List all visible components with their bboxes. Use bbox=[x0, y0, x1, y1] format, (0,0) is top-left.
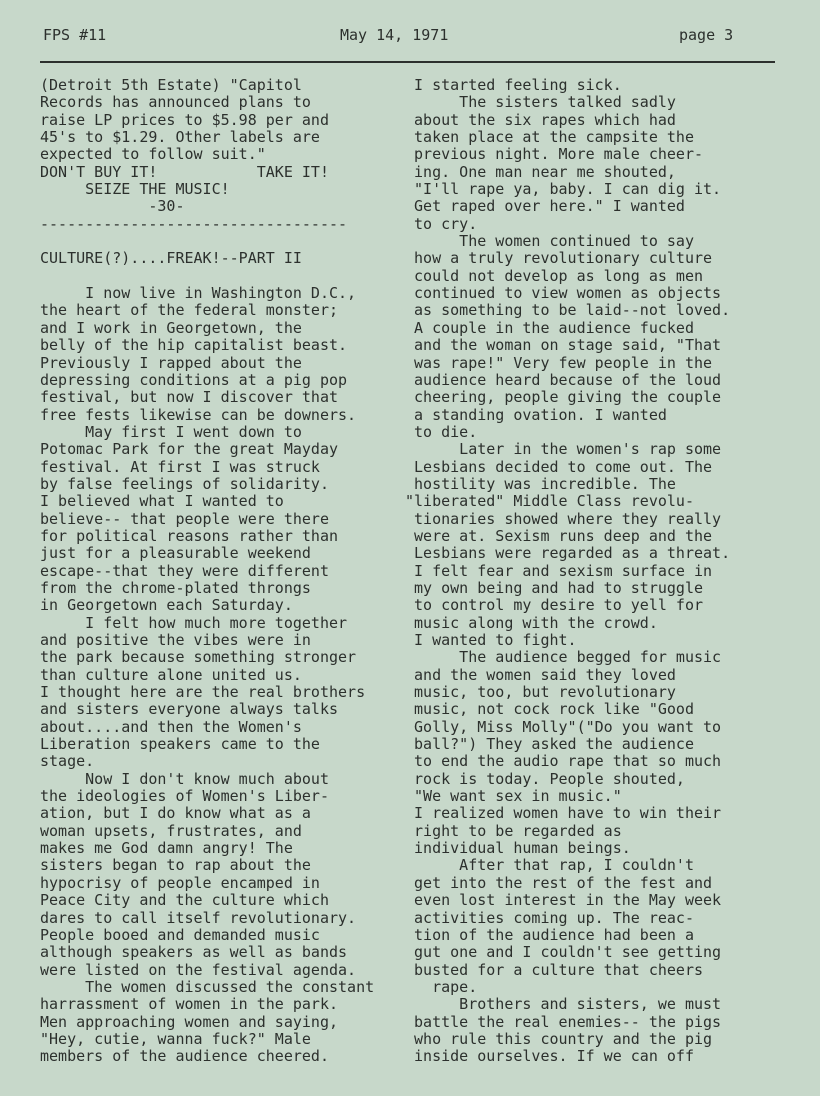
text-line: in Georgetown each Saturday. bbox=[40, 596, 293, 615]
text-line: Get raped over here." I wanted bbox=[405, 197, 685, 216]
text-line: and the women said they loved bbox=[405, 665, 676, 684]
text-line: May first I went down to bbox=[40, 422, 302, 441]
text-line: tion of the audience had been a bbox=[405, 925, 694, 944]
text-line: individual human beings. bbox=[405, 839, 631, 858]
text-line: Previously I rapped about the bbox=[40, 353, 302, 372]
text-line: ation, but I do know what as a bbox=[40, 804, 311, 823]
text-line: audience heard because of the loud bbox=[405, 370, 722, 389]
text-line: rock is today. People shouted, bbox=[405, 769, 685, 788]
text-line: the ideologies of Women's Liber- bbox=[40, 787, 329, 806]
text-line: right to be regarded as bbox=[405, 821, 622, 840]
text-line: by false feelings of solidarity. bbox=[40, 474, 329, 493]
text-line: "Hey, cutie, wanna fuck?" Male bbox=[40, 1029, 311, 1048]
header-date: May 14, 1971 bbox=[340, 26, 449, 44]
text-line: woman upsets, frustrates, and bbox=[40, 821, 302, 840]
text-line: for political reasons rather than bbox=[40, 526, 339, 545]
text-line: the park because something stronger bbox=[40, 648, 357, 667]
text-line: although speakers as well as bands bbox=[40, 943, 348, 962]
text-line: to control my desire to yell for bbox=[405, 596, 704, 615]
text-line: about....and then the Women's bbox=[40, 717, 302, 736]
text-line: makes me God damn angry! The bbox=[40, 839, 293, 858]
text-line: -30- bbox=[40, 197, 185, 216]
text-line: Men approaching women and saying, bbox=[40, 1012, 339, 1031]
text-line: and positive the vibes were in bbox=[40, 631, 311, 649]
text-line: The women discussed the constant bbox=[40, 977, 375, 996]
text-line: festival, but now I discover that bbox=[40, 388, 339, 407]
text-line: Golly, Miss Molly"("Do you want to bbox=[405, 717, 722, 736]
text-line: People booed and demanded music bbox=[40, 925, 320, 944]
text-line: members of the audience cheered. bbox=[40, 1047, 329, 1066]
text-line: Now I don't know much about bbox=[40, 769, 329, 788]
text-line: ---------------------------------- bbox=[40, 214, 348, 233]
text-line: and the woman on stage said, "That bbox=[405, 336, 722, 355]
text-line: harrassment of women in the park. bbox=[40, 995, 339, 1014]
text-line: were at. Sexism runs deep and the bbox=[405, 526, 713, 545]
text-line: 45's to $1.29. Other labels are bbox=[40, 128, 320, 147]
text-line: Brothers and sisters, we must bbox=[405, 995, 722, 1014]
left-column bbox=[40, 77, 412, 1066]
text-line: I believed what I wanted to bbox=[40, 492, 284, 511]
text-line: Records has announced plans to bbox=[40, 93, 311, 112]
text-line: I felt fear and sexism surface in bbox=[405, 561, 713, 580]
header-publication: FPS #11 bbox=[43, 26, 107, 44]
right-column bbox=[405, 77, 785, 1066]
text-line: I thought here are the real brothers bbox=[40, 683, 366, 702]
text-line: Liberation speakers came to the bbox=[40, 735, 320, 754]
text-line: DON'T BUY IT! TAKE IT! bbox=[40, 162, 329, 181]
text-line: battle the real enemies-- the pigs bbox=[405, 1012, 722, 1031]
text-line: After that rap, I couldn't bbox=[405, 856, 694, 875]
text-line: who rule this country and the pig bbox=[405, 1029, 713, 1048]
text-line: than culture alone united us. bbox=[40, 665, 302, 684]
text-line: inside ourselves. If we can off bbox=[405, 1047, 694, 1066]
text-line: just for a pleasurable weekend bbox=[40, 544, 311, 563]
text-line: The women continued to say bbox=[405, 232, 694, 251]
text-line: SEIZE THE MUSIC! bbox=[40, 180, 230, 199]
text-line: tionaries showed where they really bbox=[405, 509, 722, 528]
text-line: I realized women have to win their bbox=[405, 804, 722, 823]
text-line: rape. bbox=[405, 977, 478, 996]
text-line: about the six rapes which had bbox=[405, 110, 676, 129]
text-line: "I'll rape ya, baby. I can dig it. bbox=[405, 180, 722, 199]
text-line: to cry. bbox=[405, 214, 478, 233]
text-line: previous night. More male cheer- bbox=[405, 145, 704, 164]
text-line: busted for a culture that cheers bbox=[405, 960, 704, 979]
text-line: cheering, people giving the couple bbox=[405, 388, 722, 407]
text-line: and sisters everyone always talks bbox=[40, 700, 339, 719]
text-line: was rape!" Very few people in the bbox=[405, 353, 713, 372]
text-line: expected to follow suit." bbox=[40, 145, 266, 164]
text-line: gut one and I couldn't see getting bbox=[405, 943, 722, 962]
text-line: (Detroit 5th Estate) "Capitol bbox=[40, 76, 302, 94]
text-line: CULTURE(?)....FREAK!--PART II bbox=[40, 249, 302, 268]
text-line: Later in the women's rap some bbox=[405, 440, 722, 459]
text-line: stage. bbox=[40, 752, 95, 771]
text-line: the heart of the federal monster; bbox=[40, 301, 339, 320]
text-line: to die. bbox=[405, 422, 478, 441]
text-line: dares to call itself revolutionary. bbox=[40, 908, 357, 927]
text-line: even lost interest in the May week bbox=[405, 891, 722, 910]
text-line: activities coming up. The reac- bbox=[405, 908, 694, 927]
text-line: Lesbians were regarded as a threat. bbox=[405, 544, 731, 563]
text-line: as something to be laid--not loved. bbox=[405, 301, 731, 320]
text-line: I now live in Washington D.C., bbox=[40, 284, 357, 303]
text-line: I felt how much more together bbox=[40, 613, 348, 632]
text-line: festival. At first I was struck bbox=[40, 457, 320, 476]
header-rule bbox=[40, 61, 775, 63]
text-line: "liberated" Middle Class revolu- bbox=[405, 492, 694, 511]
text-line: depressing conditions at a pig pop bbox=[40, 370, 348, 389]
text-line: ball?") They asked the audience bbox=[405, 735, 694, 754]
text-line bbox=[40, 233, 412, 250]
text-line: a standing ovation. I wanted bbox=[405, 405, 667, 424]
text-line: "We want sex in music." bbox=[405, 787, 622, 806]
text-line: music, too, but revolutionary bbox=[405, 683, 676, 702]
text-line: The sisters talked sadly bbox=[405, 93, 676, 112]
text-line: music, not cock rock like "Good bbox=[405, 700, 694, 719]
text-line: sisters began to rap about the bbox=[40, 856, 311, 875]
header-page-number: page 3 bbox=[679, 26, 734, 44]
text-line: raise LP prices to $5.98 per and bbox=[40, 110, 329, 129]
text-line: and I work in Georgetown, the bbox=[40, 318, 302, 337]
text-line: A couple in the audience fucked bbox=[405, 318, 694, 337]
text-line: I wanted to fight. bbox=[405, 631, 577, 649]
text-line: The audience begged for music bbox=[405, 648, 722, 667]
text-line: continued to view women as objects bbox=[405, 284, 722, 303]
text-line: get into the rest of the fest and bbox=[405, 873, 713, 892]
text-line: believe-- that people were there bbox=[40, 509, 329, 528]
text-line: I started feeling sick. bbox=[405, 76, 622, 94]
text-line: Peace City and the culture which bbox=[40, 891, 329, 910]
text-line: Potomac Park for the great Mayday bbox=[40, 440, 339, 459]
text-line: to end the audio rape that so much bbox=[405, 752, 722, 771]
text-line: escape--that they were different bbox=[40, 561, 329, 580]
text-line: were listed on the festival agenda. bbox=[40, 960, 357, 979]
text-line: could not develop as long as men bbox=[405, 266, 704, 285]
text-line: my own being and had to struggle bbox=[405, 578, 704, 597]
text-line: free fests likewise can be downers. bbox=[40, 405, 357, 424]
text-line: ing. One man near me shouted, bbox=[405, 162, 676, 181]
text-line: how a truly revolutionary culture bbox=[405, 249, 713, 268]
text-line bbox=[40, 268, 412, 285]
text-line: belly of the hip capitalist beast. bbox=[40, 336, 348, 355]
text-line: taken place at the campsite the bbox=[405, 128, 694, 147]
text-line: Lesbians decided to come out. The bbox=[405, 457, 713, 476]
text-line: music along with the crowd. bbox=[405, 613, 658, 632]
text-line: from the chrome-plated throngs bbox=[40, 578, 311, 597]
text-line: hostility was incredible. The bbox=[405, 474, 676, 493]
text-line: hypocrisy of people encamped in bbox=[40, 873, 320, 892]
